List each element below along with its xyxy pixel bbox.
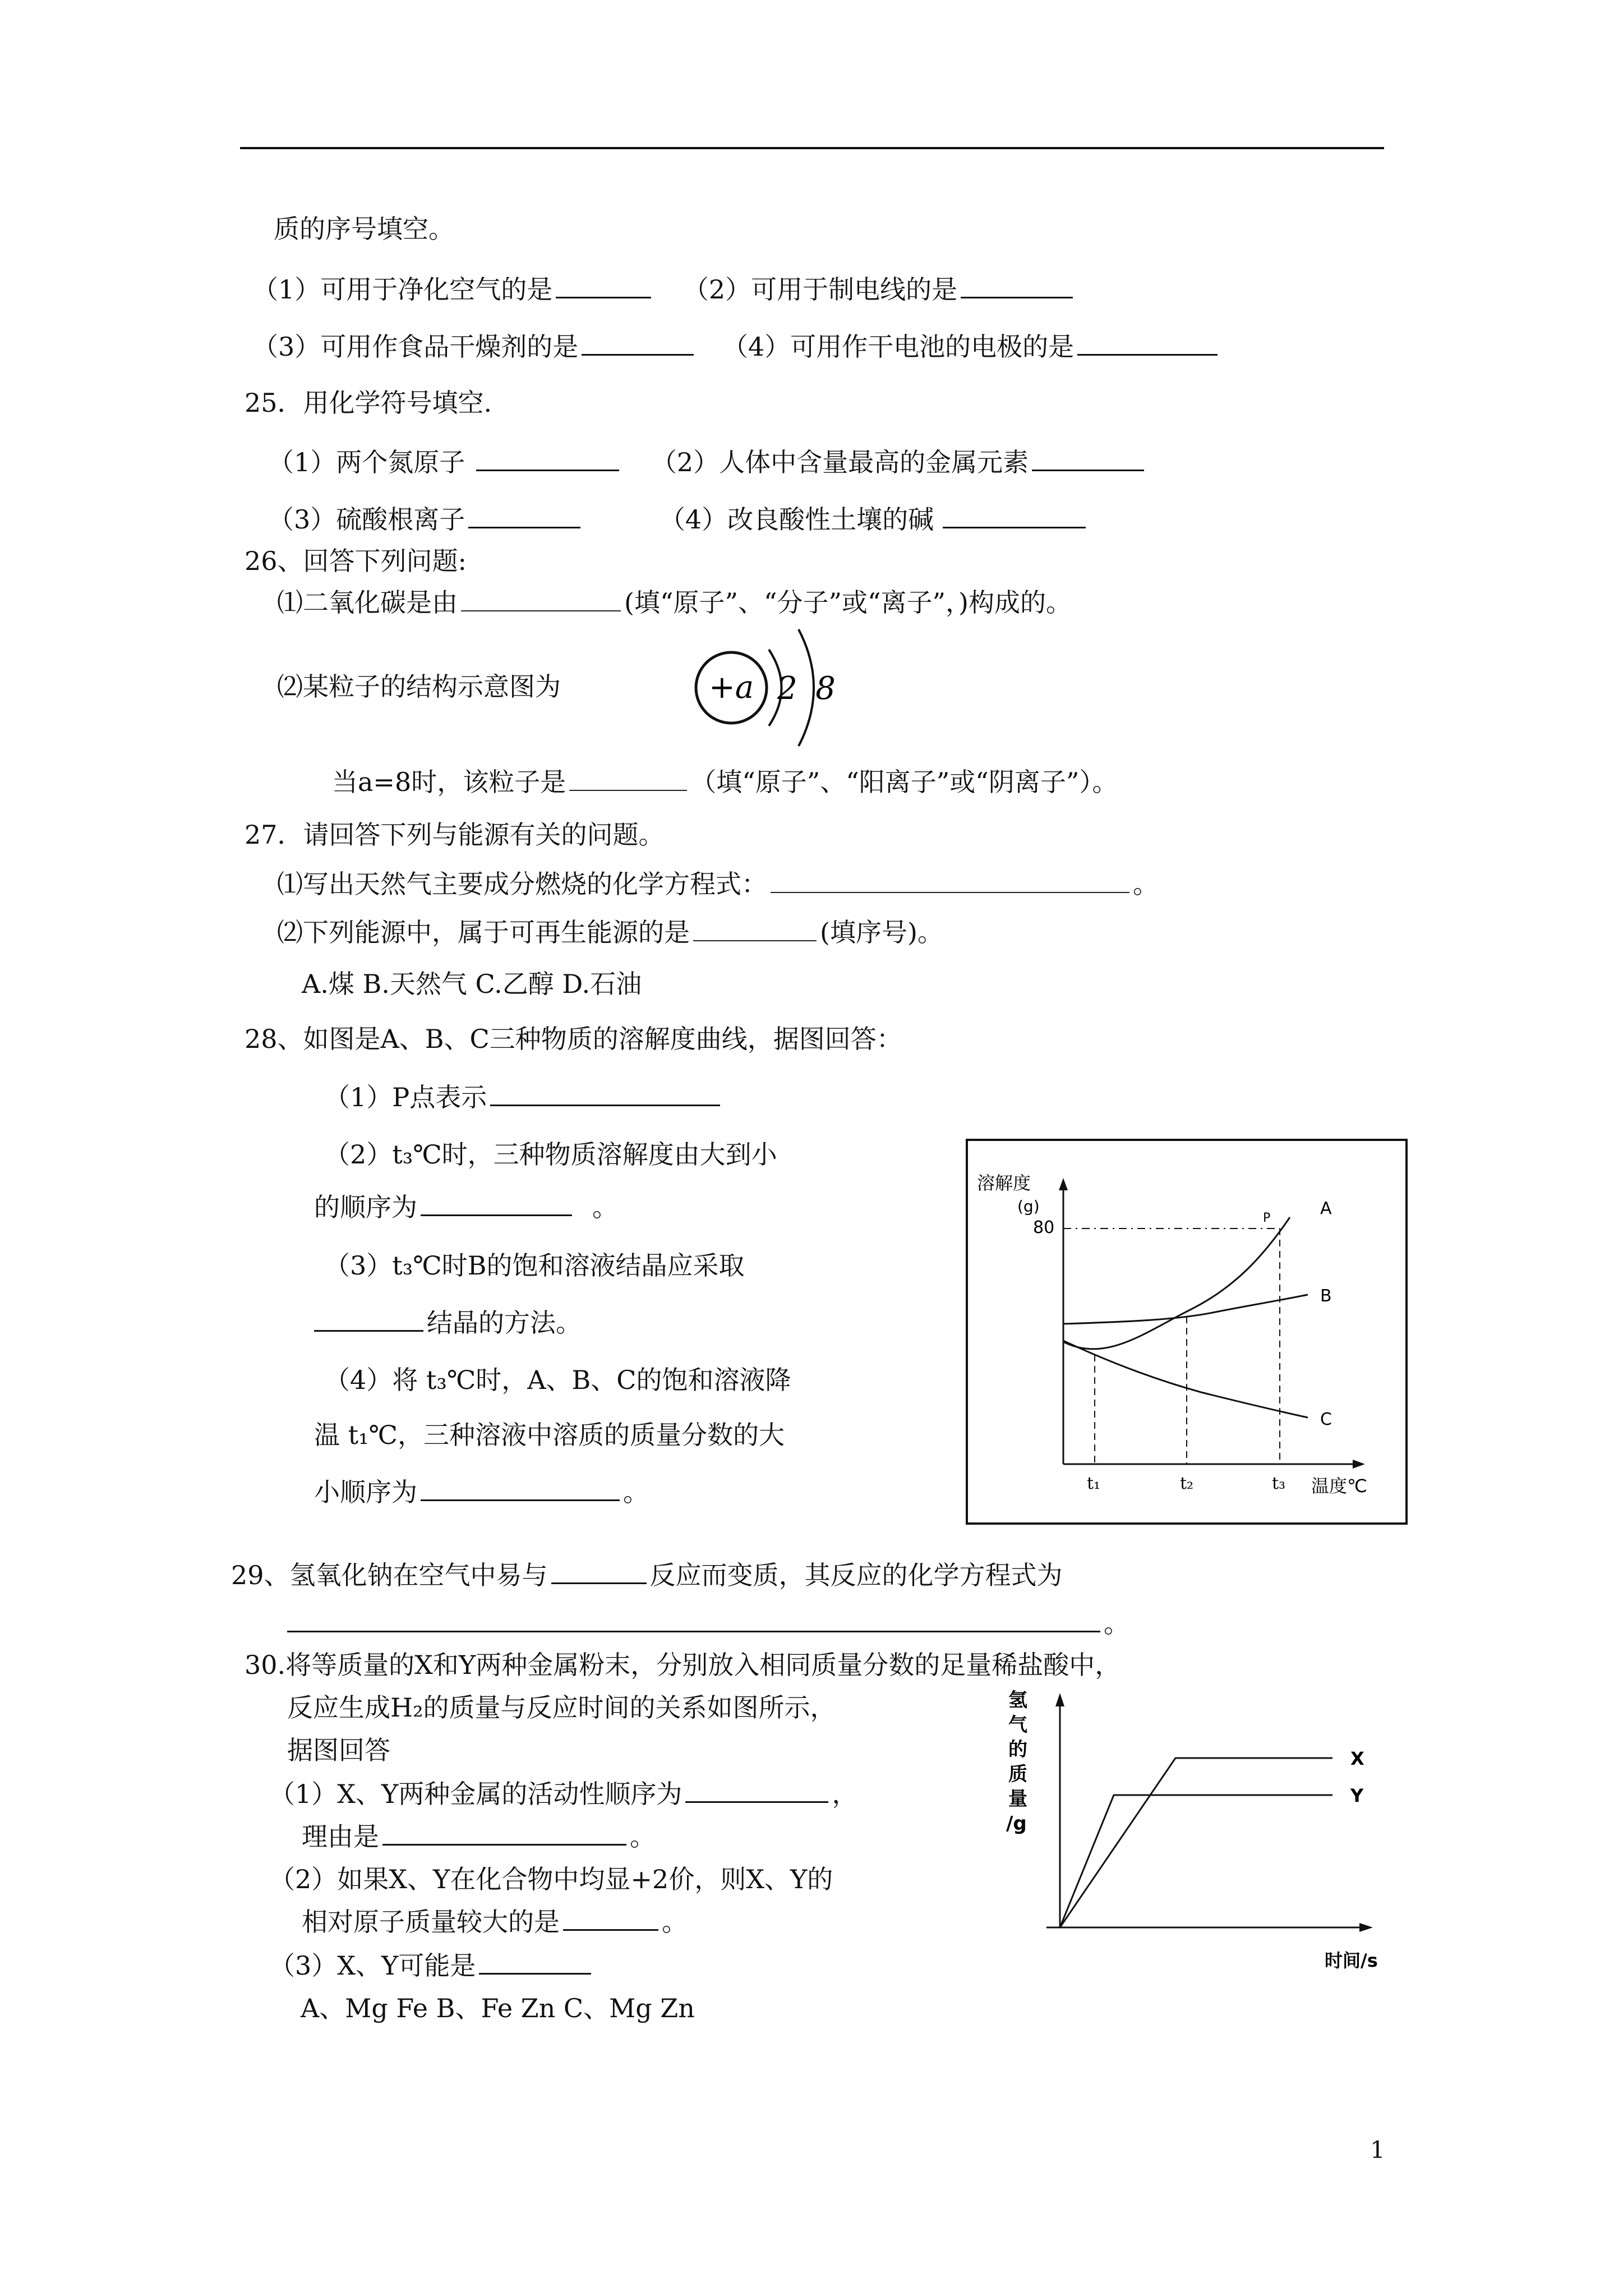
q27-2-tail: (填序号)。	[820, 917, 943, 947]
q24-intro	[274, 213, 454, 245]
q27-options	[302, 968, 642, 1000]
text: 温 t₁℃，三种溶液中溶质的质量分数的大	[314, 1420, 785, 1450]
y-tick-80: 80	[1033, 1218, 1055, 1237]
nucleus-charge: +a	[708, 669, 754, 706]
q28-4-text: 小顺序为	[314, 1477, 417, 1507]
q30-1-text: （1）X、Y两种金属的活动性顺序为	[269, 1779, 683, 1809]
point-p-label: P	[1263, 1211, 1271, 1225]
q27-row1	[277, 868, 1159, 900]
q25-2-blank[interactable]	[1032, 447, 1144, 471]
q28-1-blank[interactable]	[490, 1082, 720, 1106]
q27-2-text: ⑵下列能源中，属于可再生能源的是	[277, 917, 690, 947]
q24-2-blank[interactable]	[961, 274, 1073, 298]
q24-3-text: （3）可用作食品干燥剂的是	[252, 332, 579, 362]
y-label-char: 量	[1008, 1788, 1027, 1810]
q30-3-blank[interactable]	[479, 1950, 591, 1975]
q25-2-text: （2）人体中含量最高的金属元素	[651, 447, 1029, 477]
text: 。	[1104, 1608, 1129, 1639]
q30-row2a	[269, 1864, 833, 1895]
q30-reason-blank[interactable]	[382, 1821, 626, 1846]
q28-row4c	[314, 1476, 649, 1508]
q27-title	[245, 819, 665, 850]
q26-2-text: ⑵某粒子的结构示意图为	[277, 671, 561, 702]
solubility-curve-figure	[966, 1139, 1409, 1526]
q26-3-blank[interactable]	[569, 767, 687, 791]
q30-row1	[269, 1778, 857, 1810]
y-axis-unit: (g)	[1017, 1197, 1040, 1216]
y-label-char: 的	[1008, 1738, 1027, 1761]
q30-options	[301, 1993, 695, 2024]
q30-row2b	[302, 1906, 688, 1938]
q25-4-blank[interactable]	[943, 504, 1086, 528]
shell-1-electrons: 2	[777, 670, 797, 707]
y-axis-arrow	[1059, 1178, 1068, 1190]
q26-1-tail: (填“原子”、“分子”或“离子”，)构成的。	[624, 587, 1072, 618]
q24-2-text: （2）可用于制电线的是	[683, 274, 958, 305]
text: （3）t₃℃时B的饱和溶液结晶应采取	[324, 1250, 745, 1281]
x-axis-label: 温度℃	[1311, 1475, 1367, 1497]
y-label-char: 气	[1008, 1714, 1027, 1736]
q28-row3b	[314, 1307, 582, 1338]
q30-row3	[269, 1950, 594, 1981]
q26-row2	[277, 671, 561, 702]
text: A.煤 B.天然气 C.乙醇 D.石油	[302, 969, 642, 999]
header-rule	[240, 147, 1384, 149]
q30-intro-a	[287, 1692, 836, 1723]
text: 25．用化学符号填空.	[245, 388, 492, 418]
q30-row1b	[302, 1821, 656, 1852]
line-y-label: Y	[1350, 1785, 1364, 1806]
text: 反应生成H₂的质量与反应时间的关系如图所示，	[287, 1692, 836, 1723]
text: 质的序号填空。	[274, 214, 454, 244]
q29-blank-1[interactable]	[551, 1560, 647, 1584]
text: 27．请回答下列与能源有关的问题。	[245, 820, 665, 850]
q27-row2	[277, 917, 943, 948]
line-x	[1060, 1758, 1332, 1927]
q28-1-text: （1）P点表示	[324, 1082, 487, 1112]
q28-3-blank[interactable]	[314, 1308, 423, 1332]
q25-row1	[268, 447, 1147, 478]
text: A、Mg Fe B、Fe Zn C、Mg Zn	[301, 1993, 695, 2023]
text: 30.将等质量的X和Y两种金属粉末，分别放入相同质量分数的足量稀盐酸中，	[245, 1650, 1121, 1680]
x-axis-arrow	[1359, 1923, 1373, 1932]
text: 。	[592, 1192, 618, 1222]
q24-1-blank[interactable]	[556, 274, 651, 298]
x-tick-t1: t₁	[1087, 1474, 1101, 1493]
text: 26、回答下列问题:	[245, 546, 467, 576]
q30-3-text: （3）X、Y可能是	[269, 1950, 476, 1981]
line-y	[1060, 1795, 1332, 1927]
curve-a	[1063, 1217, 1290, 1349]
x-tick-t3: t₃	[1272, 1474, 1286, 1493]
q27-1-blank[interactable]	[771, 869, 1129, 893]
q28-title	[245, 1023, 902, 1055]
curve-c-label: C	[1320, 1410, 1332, 1429]
curve-b-label: B	[1320, 1286, 1332, 1306]
q29-row1	[231, 1559, 1063, 1591]
q24-row1	[252, 274, 1076, 305]
q30-title	[245, 1649, 1121, 1681]
q26-3-text: 当a=8时，该粒子是	[332, 767, 566, 797]
line-x-label: X	[1350, 1748, 1364, 1769]
q26-row3	[332, 766, 1118, 798]
q24-4-blank[interactable]	[1077, 332, 1218, 356]
y-axis-label-group	[1006, 1689, 1027, 1835]
q28-row3a	[324, 1250, 744, 1281]
text: 。	[662, 1907, 688, 1937]
q26-1-text: ⑴二氧化碳是由	[277, 587, 458, 618]
x-axis-label: 时间/s	[1325, 1950, 1378, 1971]
q26-row1	[277, 587, 1072, 618]
text: 28、如图是A、B、C三种物质的溶解度曲线，据图回答：	[245, 1024, 902, 1054]
text: 。	[630, 1821, 656, 1852]
q29-row2	[287, 1608, 1129, 1639]
q28-2-blank[interactable]	[421, 1192, 572, 1216]
q30-2-blank[interactable]	[563, 1907, 658, 1931]
q29-equation-blank[interactable]	[287, 1608, 1100, 1632]
y-axis-label: 溶解度	[977, 1172, 1031, 1194]
text: （2）如果X、Y在化合物中均显+2价，则X、Y的	[269, 1864, 833, 1894]
page-number: 1	[1370, 2136, 1385, 2164]
q25-row2	[268, 504, 1089, 535]
q24-3-blank[interactable]	[582, 332, 694, 356]
text: ，	[832, 1779, 858, 1809]
q24-1-text: （1）可用于净化空气的是	[252, 274, 553, 305]
y-label-char: /g	[1006, 1812, 1027, 1835]
q25-1-blank[interactable]	[476, 447, 619, 471]
q27-2-blank[interactable]	[693, 918, 817, 941]
q25-3-blank[interactable]	[468, 504, 580, 528]
q28-row4b	[314, 1419, 785, 1451]
q28-row2a	[324, 1139, 777, 1170]
q25-3-text: （3）硫酸根离子	[268, 504, 465, 535]
q30-2-text: 相对原子质量较大的是	[302, 1907, 560, 1937]
q25-title	[245, 387, 492, 418]
text: （4）将 t₃℃时，A、B、C的饱和溶液降	[324, 1365, 791, 1395]
q27-1-tail: 。	[1133, 869, 1159, 899]
q30-intro-b	[287, 1734, 390, 1766]
curve-b	[1063, 1295, 1308, 1324]
curve-c	[1063, 1341, 1308, 1418]
q29-tail: 反应而变质，其反应的化学方程式为	[649, 1560, 1063, 1590]
q25-1-text: （1）两个氮原子	[268, 447, 465, 477]
q26-1-blank[interactable]	[461, 588, 621, 611]
q24-row2	[252, 331, 1221, 362]
hydrogen-time-figure	[996, 1677, 1400, 1980]
q26-title	[245, 545, 467, 577]
y-axis-arrow	[1055, 1693, 1064, 1706]
q28-4-blank[interactable]	[421, 1477, 620, 1501]
q26-3-tail: （填“原子”、“阳离子”或“阴离子”）。	[690, 767, 1118, 797]
atom-structure-diagram	[682, 623, 867, 752]
q28-3-text: 结晶的方法。	[427, 1308, 582, 1338]
q28-row1	[324, 1082, 723, 1113]
shell-2-electrons: 8	[815, 670, 836, 707]
q28-row4a	[324, 1364, 791, 1396]
q29-text: 29、氢氧化钠在空气中易与	[231, 1560, 548, 1590]
q28-2-text: 的顺序为	[314, 1192, 417, 1222]
q30-1-blank[interactable]	[685, 1779, 828, 1803]
q28-row2b	[314, 1191, 618, 1223]
y-label-char: 质	[1008, 1763, 1027, 1786]
y-label-char: 氢	[1008, 1689, 1027, 1711]
q30-reason-text: 理由是	[302, 1821, 379, 1852]
text: 据图回答	[287, 1735, 390, 1765]
electron-shell-2	[799, 629, 814, 746]
text: 。	[623, 1477, 649, 1507]
q25-4-text: （4）改良酸性土壤的碱	[659, 504, 934, 535]
q24-4-text: （4）可用作干电池的电极的是	[722, 332, 1075, 362]
text: （2）t₃℃时，三种物质溶解度由大到小	[324, 1139, 777, 1170]
x-axis-arrow	[1353, 1460, 1365, 1469]
curve-a-label: A	[1320, 1199, 1332, 1218]
q27-1-text: ⑴写出天然气主要成分燃烧的化学方程式：	[277, 869, 767, 899]
x-tick-t2: t₂	[1180, 1474, 1194, 1493]
